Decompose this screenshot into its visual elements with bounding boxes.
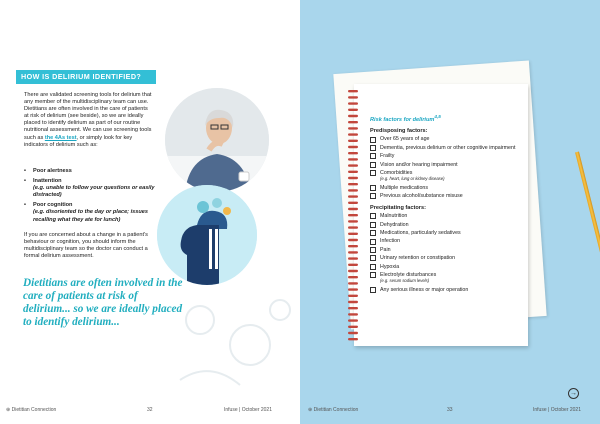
checklist-item-text	[380, 162, 458, 168]
spiral-ring	[348, 245, 358, 247]
predisposing-list	[370, 136, 520, 199]
woman-illustration	[165, 88, 269, 192]
bullet-title: Poor cognition	[33, 202, 73, 209]
indicator-list	[24, 168, 156, 227]
footer-brand-right: ⊕ Dietitian Connection	[308, 407, 359, 413]
footer-brand: ⊕ Dietitian Connection	[6, 407, 57, 413]
checklist-item-label: Infection	[380, 238, 401, 245]
spiral-binding	[348, 84, 358, 346]
checklist-item	[370, 287, 520, 293]
spiral-ring	[348, 332, 358, 334]
checkbox[interactable]	[370, 255, 376, 261]
checkbox[interactable]	[370, 185, 376, 191]
spiral-ring	[348, 264, 358, 266]
checklist-item	[370, 247, 520, 253]
footer-issue: Infuse | October 2021	[224, 407, 272, 413]
checkbox[interactable]	[370, 264, 376, 270]
footer-issue-right: Infuse | October 2021	[533, 407, 581, 413]
checklist-item	[370, 222, 520, 228]
checklist-item-text	[380, 272, 436, 285]
head-gears-illustration	[157, 185, 257, 285]
bullet-dot: •	[24, 178, 26, 185]
spiral-ring	[348, 202, 358, 204]
spiral-ring	[348, 96, 358, 98]
checklist-item-label: Hypoxia	[380, 263, 400, 270]
checklist-item-text	[380, 136, 429, 142]
spiral-ring	[348, 226, 358, 228]
spiral-ring	[348, 326, 358, 328]
checklist-item-label: Previous alcohol/substance misuse	[380, 193, 463, 200]
bullet-title: Poor alertness	[33, 168, 72, 174]
checklist-item-text	[380, 145, 515, 151]
spiral-ring	[348, 189, 358, 191]
list-item	[24, 202, 156, 223]
bullet-dot: •	[24, 168, 26, 174]
spiral-ring	[348, 90, 358, 92]
checklist-item-text	[380, 153, 394, 159]
footer-brand-text: Dietitian Connection	[313, 407, 359, 413]
predisposing-title: Predisposing factors:	[370, 127, 428, 134]
spiral-ring	[348, 276, 358, 278]
spiral-ring	[348, 140, 358, 142]
checkbox[interactable]	[370, 153, 376, 159]
checklist-item-text	[380, 264, 399, 270]
checklist-item-label: Vision and/or hearing impairment	[380, 161, 458, 168]
checklist-item-label: Comorbidities	[380, 169, 413, 176]
checklist-item	[370, 170, 520, 183]
checklist-item	[370, 136, 520, 142]
next-page-button[interactable]: →	[570, 390, 577, 397]
checklist-item-note: (e.g. heart, lung or kidney disease)	[380, 176, 445, 182]
spiral-ring	[348, 239, 358, 241]
checklist-item-text	[380, 230, 461, 236]
checklist-item-text	[380, 185, 428, 191]
bullet-dot: •	[24, 202, 26, 209]
risk-factors-checklist	[370, 114, 520, 295]
bullet-sub: (e.g. disoriented to the day or place; issues recalling what they ate for lunch)	[33, 209, 149, 223]
spiral-ring	[348, 301, 358, 303]
list-item	[24, 178, 156, 199]
checklist-item-label: Pain	[380, 246, 391, 253]
spiral-ring	[348, 109, 358, 111]
spiral-ring	[348, 171, 358, 173]
bullet-sub: (e.g. unable to follow your questions or easily distracted)	[33, 185, 155, 199]
checklist-item-label: Electrolyte disturbances	[380, 271, 437, 278]
spiral-ring	[348, 307, 358, 309]
page-number: 32	[147, 407, 153, 413]
spiral-ring	[348, 102, 358, 104]
spiral-ring	[348, 121, 358, 123]
checkbox[interactable]	[370, 137, 376, 143]
footer-brand-text: Dietitian Connection	[11, 407, 57, 413]
checkbox[interactable]	[370, 193, 376, 199]
intro-text: There are validated screening tools for delirium that any member of the multidisciplinary team can use. Dietitians are often involved in the care of patients at risk of delirium (see beside), so we are ideally placed to identify delirium as part of our routine nutritional assessment. We can use screening tools such as	[24, 92, 152, 141]
checkbox[interactable]	[370, 145, 376, 151]
checklist-item-label: Any serious illness or major operation	[380, 286, 469, 293]
checklist-item-label: Over 65 years of age	[380, 136, 430, 143]
checklist-item-label: Multiple medications	[380, 184, 428, 191]
pull-quote: Dietitians are often involved in the care of patients at risk of delirium... so we are ideally placed to identify delirium...	[23, 277, 183, 329]
checklist-item	[370, 272, 520, 285]
spiral-ring	[348, 152, 358, 154]
checklist-item	[370, 213, 520, 219]
spiral-ring	[348, 295, 358, 297]
checklist-item-label: Dementia, previous delirium or other cognitive impairment	[380, 144, 516, 151]
4as-test-link[interactable]: the 4As test	[44, 134, 77, 141]
spiral-ring	[348, 208, 358, 210]
checkbox[interactable]	[370, 230, 376, 236]
spiral-ring	[348, 133, 358, 135]
bullet-title: Inattention	[33, 178, 62, 185]
spiral-ring	[348, 282, 358, 284]
spiral-ring	[348, 220, 358, 222]
checkbox[interactable]	[370, 287, 376, 293]
spiral-ring	[348, 270, 358, 272]
woman-thinking-photo	[165, 88, 269, 192]
checklist-item-note: (e.g. serum sodium levels)	[380, 278, 430, 284]
checklist-title-ref: 4,5	[434, 114, 441, 119]
spiral-ring	[348, 146, 358, 148]
checklist-item-label: Urinary retention or constipation	[380, 255, 456, 262]
checkbox[interactable]	[370, 222, 376, 228]
checkbox[interactable]	[370, 170, 376, 176]
checkbox[interactable]	[370, 162, 376, 168]
spiral-ring	[348, 251, 358, 253]
intro-after: , or simply look for key indicators of delirium such as:	[24, 134, 133, 148]
head-gears-icon	[157, 185, 257, 285]
spiral-ring	[348, 214, 358, 216]
spiral-ring	[348, 257, 358, 259]
checklist-item	[370, 153, 520, 159]
spiral-ring	[348, 177, 358, 179]
checklist-item	[370, 264, 520, 270]
checklist-item	[370, 230, 520, 236]
checklist-item-text	[380, 222, 409, 228]
list-item	[24, 168, 156, 175]
checklist-item	[370, 185, 520, 191]
checkbox[interactable]	[370, 247, 376, 253]
checkbox[interactable]	[370, 213, 376, 219]
checklist-item-text	[380, 255, 455, 261]
spiral-ring	[348, 319, 358, 321]
precipitating-title: Precipitating factors:	[370, 204, 426, 211]
checklist-item-text	[380, 170, 444, 183]
checkbox[interactable]	[370, 272, 376, 278]
spiral-ring	[348, 158, 358, 160]
spiral-ring	[348, 195, 358, 197]
page-number-right: 33	[447, 407, 453, 413]
spiral-ring	[348, 288, 358, 290]
checklist-item-text	[380, 287, 468, 293]
intro-paragraph	[24, 92, 152, 149]
checklist-item-label: Dehydration	[380, 221, 409, 228]
checklist-item-label: Medications, particularly sedatives	[380, 229, 461, 236]
spiral-ring	[348, 183, 358, 185]
checklist-item-label: Malnutrition	[380, 213, 408, 220]
checklist-item-text	[380, 247, 391, 253]
spiral-ring	[348, 313, 358, 315]
spiral-ring	[348, 127, 358, 129]
spiral-ring	[348, 164, 358, 166]
checklist-item	[370, 145, 520, 151]
checklist-item	[370, 255, 520, 261]
checklist-item-text	[380, 213, 407, 219]
precipitating-list	[370, 213, 520, 293]
checklist-title	[370, 114, 520, 123]
decorative-doodles	[170, 290, 300, 400]
checklist-title-text: Risk factors for delirium	[370, 116, 435, 123]
checklist-item	[370, 238, 520, 244]
spiral-ring	[348, 233, 358, 235]
checklist-item-label: Frailty	[380, 153, 395, 160]
spiral-ring	[348, 115, 358, 117]
checkbox[interactable]	[370, 239, 376, 245]
concern-paragraph: If you are concerned about a change in a patient's behaviour or cognition, you should inform the multidisciplinary team so the doctor can conduct a formal delirium assessment.	[24, 232, 148, 260]
section-banner: HOW IS DELIRIUM IDENTIFIED?	[16, 70, 156, 84]
checklist-item	[370, 162, 520, 168]
checklist-item-text	[380, 238, 400, 244]
spiral-ring	[348, 338, 358, 340]
checklist-item	[370, 193, 520, 199]
checklist-item-text	[380, 193, 463, 199]
